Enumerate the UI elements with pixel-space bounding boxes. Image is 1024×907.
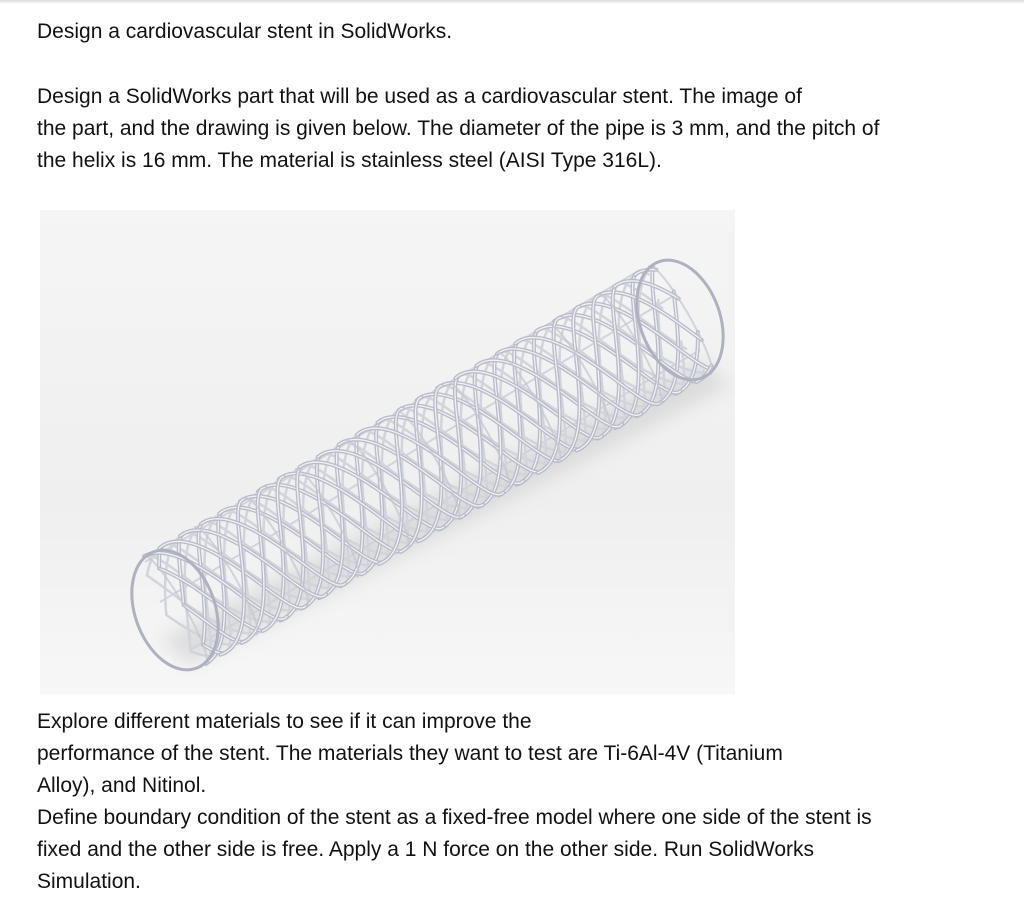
stent-figure <box>40 210 735 694</box>
stent-strut <box>201 338 661 586</box>
stent-strut-highlight <box>201 338 661 586</box>
page-title: Design a cardiovascular stent in SolidWorks. <box>37 20 453 43</box>
stent-render-image <box>40 210 735 694</box>
stent-strut <box>228 329 672 577</box>
stent-strut-highlight <box>180 349 641 597</box>
stent-strut <box>207 340 654 588</box>
stent-strut <box>187 352 633 600</box>
stent-strut <box>180 349 641 597</box>
materials-paragraph: Explore different materials to see if it can improve the performance of the stent. The materials they want to test are Ti-6Al-4V (Titanium Alloy), and Nitinol. Define boundary condition of the stent as a fixed-free model where one side of the stent is fixed and the other side is free. Apply a 1 N force on the other side. Run SolidWorks Simulation. <box>37 710 872 893</box>
intro-paragraph: Design a SolidWorks part that will be used as a cardiovascular stent. The image of the part, and the drawing is given below. The diameter of the pipe is 3 mm, and the pitch of the helix is 16 mm. The material is stainless steel (AISI Type 316L). <box>37 85 880 172</box>
page-top-edge <box>0 0 1024 4</box>
